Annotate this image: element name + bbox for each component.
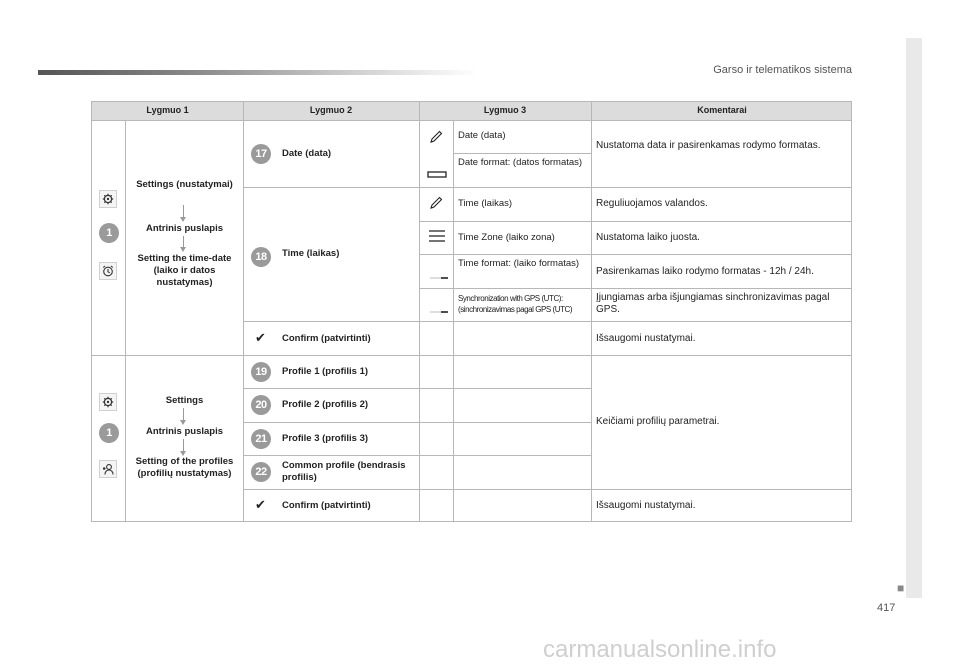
level2-profile-3: Profile 3 (profilis 3) [282, 433, 369, 444]
level3-date: Date (data) [458, 130, 506, 141]
divider [453, 153, 591, 154]
item-badge-18: 18 [251, 247, 271, 267]
profile-icon [99, 460, 117, 478]
comment-time-format: Pasirenkamas laiko rodymo formatas - 12h / 24h. [596, 266, 814, 277]
header-gradient-bar [38, 70, 478, 75]
path-arrow-icon [183, 236, 184, 248]
comment-date: Nustatoma data ir pasirenkamas rodymo formatas. [596, 140, 821, 151]
divider [243, 489, 852, 490]
menu-path-leaf: Setting the time-date (laiko ir datos nustatymas) [137, 253, 232, 288]
divider [419, 102, 420, 522]
column-header-level1: Lygmuo 1 [146, 105, 189, 115]
path-arrow-icon [183, 408, 184, 421]
level-badge-1: 1 [99, 223, 119, 243]
menu-path-secondary: Antrinis puslapis [145, 223, 224, 234]
level3-time: Time (laikas) [458, 198, 513, 209]
level-badge-1: 1 [99, 423, 119, 443]
column-header-level3: Lygmuo 3 [483, 105, 527, 115]
path-arrow-icon [183, 439, 184, 452]
toggle-icon [429, 268, 449, 286]
level2-confirm: Confirm (patvirtinti) [282, 333, 371, 344]
level2-time: Time (laikas) [282, 248, 340, 259]
item-badge-17: 17 [251, 144, 271, 164]
table-header [92, 102, 851, 121]
comment-profiles: Keičiami profilių parametrai. [596, 416, 720, 427]
settings-gear-icon [99, 190, 117, 208]
level3-time-zone: Time Zone (laiko zona) [458, 232, 555, 243]
menu-path-leaf: Setting of the profiles (profilių nustatymas) [135, 456, 234, 479]
level3-date-format: Date format: (datos formatas) [458, 157, 583, 168]
level2-common-profile: Common profile (bendrasis profilis) [282, 460, 406, 483]
pencil-icon [429, 130, 443, 149]
comment-confirm: Išsaugomi nustatymai. [596, 500, 696, 511]
level2-date: Date (data) [282, 148, 332, 159]
menu-path-settings: Settings [165, 395, 204, 406]
page-number: 417 [877, 602, 896, 614]
level2-profile-2: Profile 2 (profilis 2) [282, 399, 369, 410]
comment-gps-sync: Įjungiamas arba išjungiamas sinchronizavimas pagal GPS. [596, 292, 830, 315]
settings-gear-icon [99, 393, 117, 411]
column-header-level2: Lygmuo 2 [309, 105, 353, 115]
divider [243, 388, 591, 389]
watermark: carmanualsonline.info [543, 636, 777, 663]
path-arrow-icon [183, 205, 184, 218]
divider [243, 187, 852, 188]
divider [591, 102, 592, 522]
item-badge-20: 20 [251, 395, 271, 415]
divider [419, 254, 852, 255]
toggle-icon [429, 302, 449, 320]
divider [419, 288, 852, 289]
page-marker: ■ [897, 581, 906, 595]
level2-profile-1: Profile 1 (profilis 1) [282, 366, 369, 377]
comment-confirm: Išsaugomi nustatymai. [596, 333, 696, 344]
comment-time-zone: Nustatoma laiko juosta. [596, 232, 700, 243]
level2-confirm: Confirm (patvirtinti) [282, 500, 371, 511]
level3-gps-sync: Synchronization with GPS (UTC): (sinchronizavimas pagal GPS (UTC) [458, 294, 573, 314]
divider [419, 221, 852, 222]
divider [243, 422, 591, 423]
level3-time-format: Time format: (laiko formatas) [458, 258, 580, 269]
pencil-icon [429, 196, 443, 215]
clock-icon [99, 262, 117, 280]
check-icon: ✔ [255, 330, 266, 345]
divider [243, 102, 244, 522]
item-badge-21: 21 [251, 429, 271, 449]
column-header-comments: Komentarai [697, 105, 747, 115]
divider [243, 321, 852, 322]
check-icon: ✔ [255, 497, 266, 512]
divider [243, 455, 591, 456]
menu-path-settings: Settings (nustatymai) [136, 179, 233, 190]
date-format-icon [427, 166, 447, 184]
item-badge-22: 22 [251, 462, 271, 482]
menu-path-secondary: Antrinis puslapis [145, 426, 224, 437]
list-icon [428, 229, 446, 248]
settings-table [91, 101, 852, 522]
group-divider [92, 355, 852, 356]
comment-time: Reguliuojamos valandos. [596, 198, 708, 209]
item-badge-19: 19 [251, 362, 271, 382]
divider [125, 120, 126, 522]
section-title: Garso ir telematikos sistema [713, 64, 852, 76]
page-edge-strip [906, 38, 922, 598]
